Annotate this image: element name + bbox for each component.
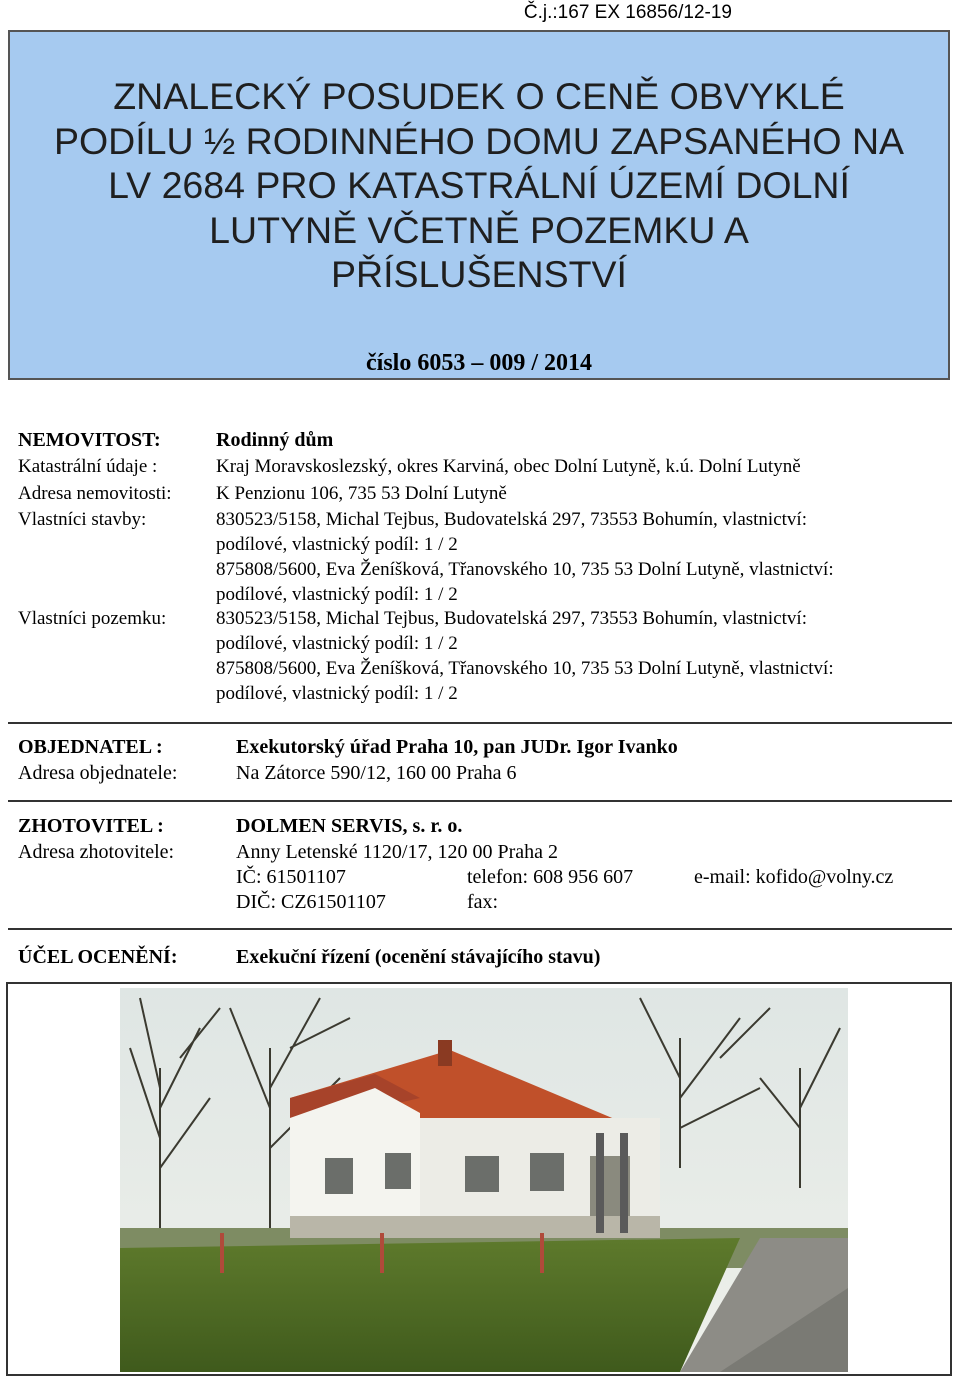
dic-value: DIČ: CZ61501107 xyxy=(236,891,386,913)
vlastnici-pozemku-line: 830523/5158, Michal Tejbus, Budovatelská 297, 73553 Bohumín, vlastnictví: xyxy=(216,608,807,629)
title-line: LV 2684 PRO KATASTRÁLNÍ ÚZEMÍ DOLNÍ xyxy=(108,164,850,206)
vlastnici-stavby-label: Vlastníci stavby: xyxy=(18,509,147,530)
katastr-value: Kraj Moravskoslezský, okres Karviná, obec Dolní Lutyně, k.ú. Dolní Lutyně xyxy=(216,456,801,477)
zhotovitel-value: DOLMEN SERVIS, s. r. o. xyxy=(236,815,463,837)
reference-number: Č.j.:167 EX 16856/12-19 xyxy=(523,2,732,23)
adresa-objednatele-value: Na Zátorce 590/12, 160 00 Praha 6 xyxy=(236,762,517,784)
divider xyxy=(8,800,952,802)
title-line: LUTYNĚ VČETNĚ POZEMKU A xyxy=(209,208,749,251)
title-line: ZNALECKÝ POSUDEK O CENĚ OBVYKLÉ xyxy=(113,75,845,117)
vlastnici-pozemku-line: podílové, vlastnický podíl: 1 / 2 xyxy=(216,633,458,654)
document-number: číslo 6053 – 009 / 2014 xyxy=(366,350,592,376)
vlastnici-pozemku-label: Vlastníci pozemku: xyxy=(18,608,167,629)
vlastnici-stavby-line: 875808/5600, Eva Ženíšková, Třanovského 10, 735 53 Dolní Lutyně, vlastnictví: xyxy=(216,559,834,580)
fax-value: fax: xyxy=(467,891,499,913)
title-line: PŘÍSLUŠENSTVÍ xyxy=(331,253,627,295)
email-link[interactable]: e-mail: kofido@volny.cz xyxy=(694,866,894,888)
vlastnici-stavby-line: 830523/5158, Michal Tejbus, Budovatelská 297, 73553 Bohumín, vlastnictví: xyxy=(216,509,807,530)
nemovitost-label: NEMOVITOST: xyxy=(18,429,161,451)
ic-value: IČ: 61501107 xyxy=(236,866,346,888)
divider xyxy=(8,928,952,930)
zhotovitel-label: ZHOTOVITEL : xyxy=(18,815,164,837)
adresa-nemovitosti-label: Adresa nemovitosti: xyxy=(18,483,172,504)
objednatel-value: Exekutorský úřad Praha 10, pan JUDr. Igor Ivanko xyxy=(236,736,678,758)
divider xyxy=(8,722,952,724)
nemovitost-value: Rodinný dům xyxy=(216,429,334,451)
telefon-value: telefon: 608 956 607 xyxy=(467,866,634,888)
property-photo-frame xyxy=(6,982,952,1376)
title-line: PODÍLU ½ RODINNÉHO DOMU ZAPSANÉHO NA xyxy=(53,119,905,162)
ucel-label: ÚČEL OCENĚNÍ: xyxy=(18,946,178,968)
title-box xyxy=(8,30,950,380)
property-photo xyxy=(120,988,848,1372)
adresa-objednatele-label: Adresa objednatele: xyxy=(18,762,178,784)
vlastnici-pozemku-line: podílové, vlastnický podíl: 1 / 2 xyxy=(216,683,458,704)
vlastnici-pozemku-line: 875808/5600, Eva Ženíšková, Třanovského 10, 735 53 Dolní Lutyně, vlastnictví: xyxy=(216,658,834,679)
house-illustration xyxy=(120,988,848,1372)
adresa-zhotovitele-label: Adresa zhotovitele: xyxy=(18,841,175,863)
katastr-label: Katastrální údaje : xyxy=(18,456,158,477)
document-title xyxy=(10,74,948,297)
objednatel-label: OBJEDNATEL : xyxy=(18,736,163,758)
adresa-zhotovitele-value: Anny Letenské 1120/17, 120 00 Praha 2 xyxy=(236,841,558,863)
ucel-value: Exekuční řízení (ocenění stávajícího stavu) xyxy=(236,946,601,968)
vlastnici-stavby-line: podílové, vlastnický podíl: 1 / 2 xyxy=(216,584,458,605)
adresa-nemovitosti-value: K Penzionu 106, 735 53 Dolní Lutyně xyxy=(216,483,507,504)
vlastnici-stavby-line: podílové, vlastnický podíl: 1 / 2 xyxy=(216,534,458,555)
